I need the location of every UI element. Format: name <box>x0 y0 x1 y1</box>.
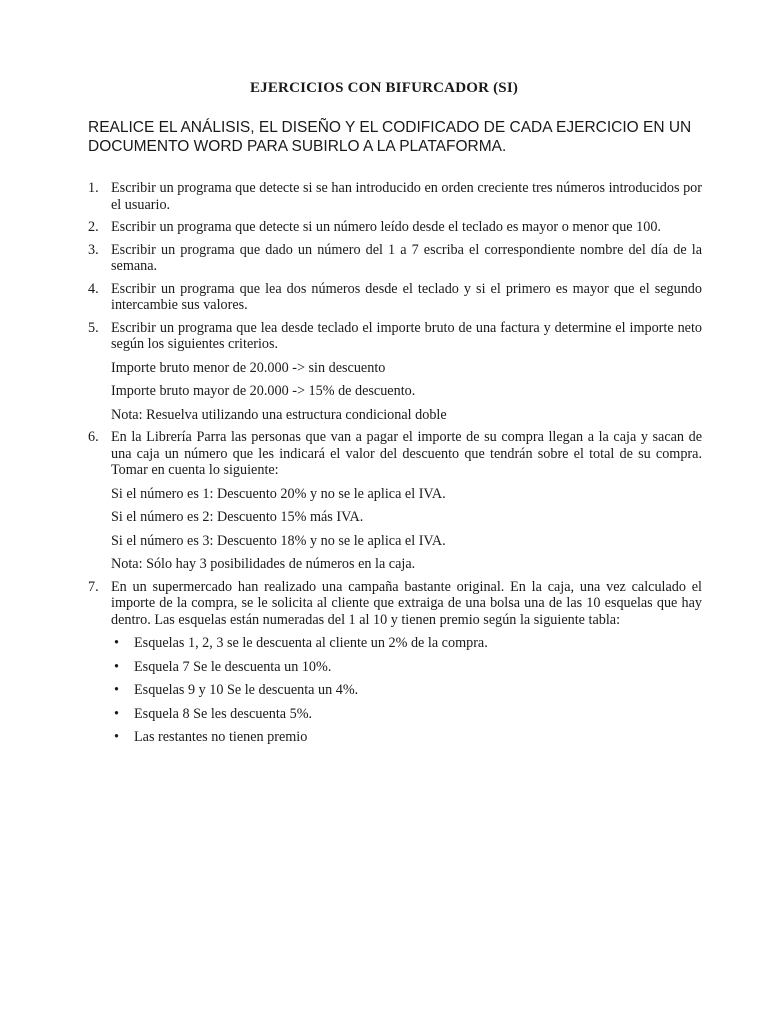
bullet-dot-icon: • <box>114 682 119 698</box>
bullet-item <box>111 706 702 723</box>
exercise-text: En la Librería Parra las personas que van a pagar el importe de su compra llegan a la caja y sacan de una caja un número que les indicará el valor del descuento que tendrán sobre el total de su compra. Tomar en cuenta lo siguiente: <box>111 429 702 478</box>
exercise-item <box>88 281 702 314</box>
exercise-item <box>88 180 702 213</box>
exercise-text: Escribir un programa que detecte si se han introducido en orden creciente tres números introducidos por el usuario. <box>111 180 702 213</box>
exercise-text: Escribir un programa que lea desde teclado el importe bruto de una factura y determine el importe neto según los siguientes criterios. <box>111 319 702 352</box>
document-title: EJERCICIOS CON BIFURCADOR (SI) <box>249 80 519 96</box>
bullet-text: Esquelas 1, 2, 3 se le descuenta al cliente un 2% de la compra. <box>134 635 488 651</box>
exercise-text: Escribir un programa que lea dos números desde el teclado y si el primero es mayor que el segundo intercambie sus valores. <box>111 280 702 313</box>
exercise-number: 4. <box>88 280 99 297</box>
bullet-text: Esquela 8 Se les descuenta 5%. <box>134 705 313 722</box>
exercise-item <box>88 579 702 746</box>
exercise-text: Escribir un programa que dado un número del 1 a 7 escriba el correspondiente nombre del día de la semana. <box>111 241 702 274</box>
exercise-list <box>88 180 702 753</box>
exercise-item <box>88 320 702 424</box>
exercise-detail-line: Si el número es 1: Descuento 20% y no se le aplica el IVA. <box>111 485 446 502</box>
bullet-item <box>111 682 702 699</box>
bullet-dot-icon: • <box>114 658 119 675</box>
exercise-detail-line: Nota: Sólo hay 3 posibilidades de números en la caja. <box>111 556 416 572</box>
exercise-text: En un supermercado han realizado una campaña bastante original. En la caja, una vez calculado el importe de la compra, se le solicita al cliente que extraiga de una bolsa una de las 10 esquelas que hay dentro. Las esquelas están numeradas del 1 al 10 y tienen premio según la siguiente tabla: <box>111 578 702 628</box>
bullet-dot-icon: • <box>114 635 119 651</box>
exercise-number: 7. <box>88 578 99 595</box>
bullet-text: Esquela 7 Se le descuenta un 10%. <box>134 658 332 675</box>
bullet-dot-icon: • <box>114 705 119 722</box>
bullet-text: Esquelas 9 y 10 Se le descuenta un 4%. <box>134 682 359 698</box>
exercise-text: Escribir un programa que detecte si un número leído desde el teclado es mayor o menor que 100. <box>111 219 661 235</box>
exercise-item <box>88 219 702 236</box>
bullet-item <box>111 659 702 676</box>
exercise-detail-line: Si el número es 3: Descuento 18% y no se le aplica el IVA. <box>111 532 446 549</box>
exercise-number: 5. <box>88 319 99 336</box>
bullet-item <box>111 635 702 652</box>
exercise-detail-line: Nota: Resuelva utilizando una estructura condicional doble <box>111 406 447 423</box>
exercise-number: 6. <box>88 429 99 445</box>
instructions-paragraph: REALICE EL ANÁLISIS, EL DISEÑO Y EL CODIFICADO DE CADA EJERCICIO EN UN DOCUMENTO WORD PARA SUBIRLO A LA PLATAFORMA. <box>88 119 692 155</box>
bullet-text: Las restantes no tienen premio <box>134 729 308 745</box>
bullet-item <box>111 729 702 746</box>
exercise-item <box>88 242 702 275</box>
exercise-item <box>88 429 702 573</box>
exercise-detail-line: Importe bruto mayor de 20.000 -> 15% de descuento. <box>111 383 416 399</box>
exercise-number: 1. <box>88 180 99 196</box>
bullet-list <box>111 635 702 746</box>
bullet-dot-icon: • <box>114 729 119 745</box>
exercise-number: 3. <box>88 241 99 258</box>
exercise-detail-line: Si el número es 2: Descuento 15% más IVA. <box>111 509 364 525</box>
exercise-detail-line: Importe bruto menor de 20.000 -> sin descuento <box>111 359 386 376</box>
exercise-number: 2. <box>88 219 99 235</box>
